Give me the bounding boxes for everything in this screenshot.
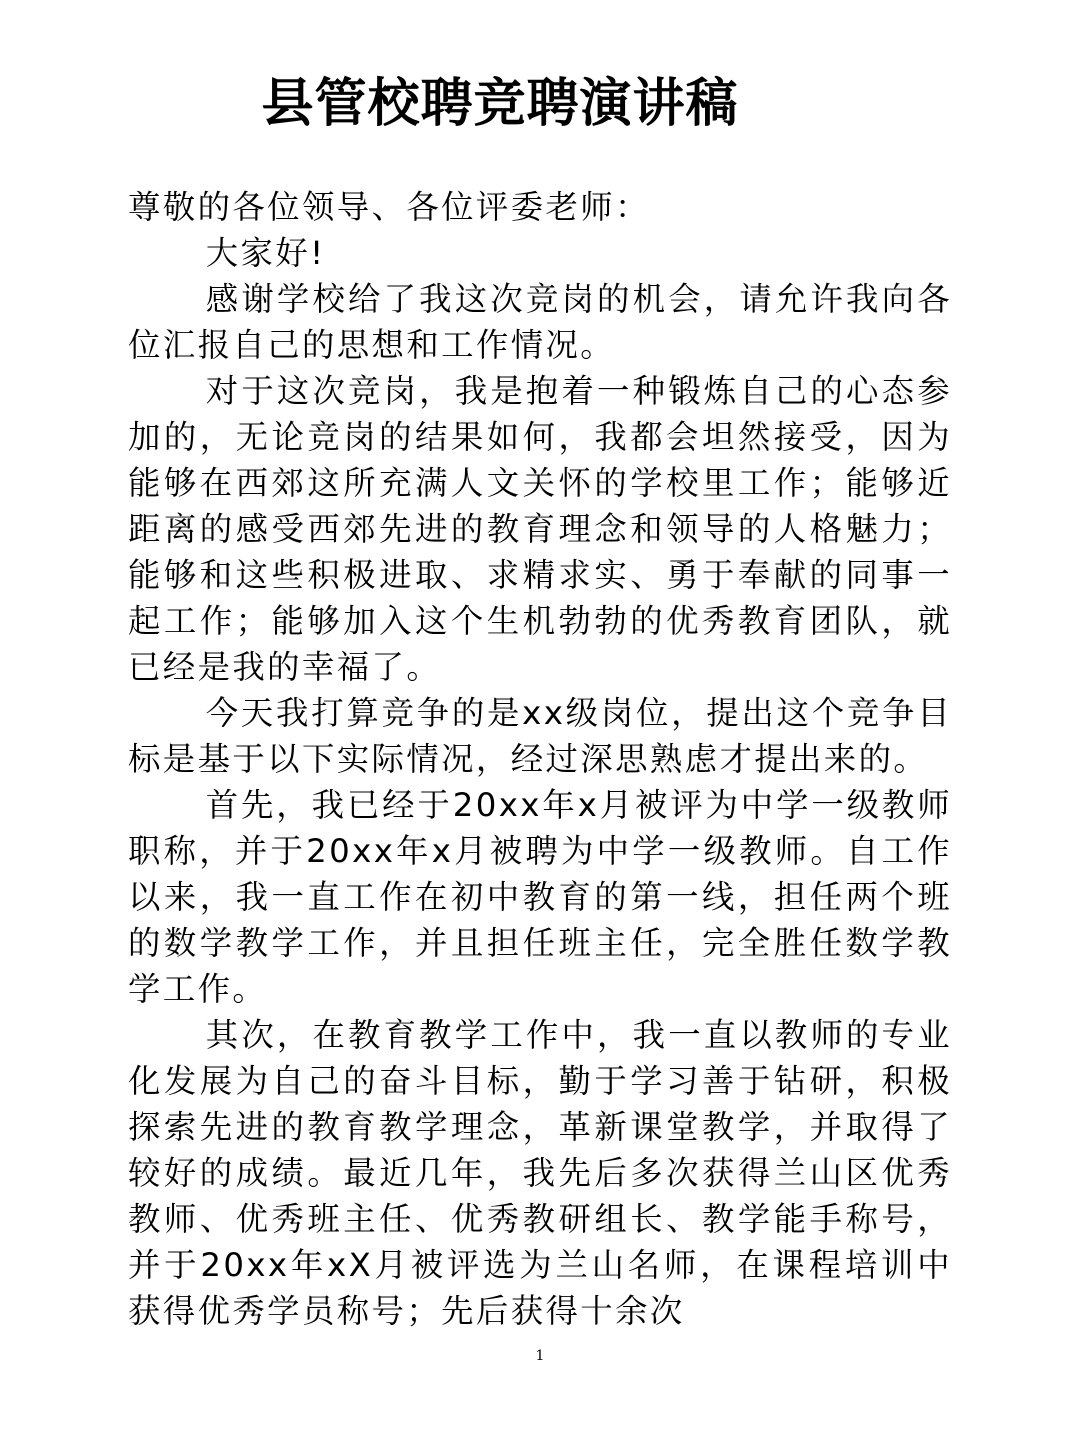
- paragraph-greeting: 大家好!: [205, 234, 326, 272]
- page-number: 1: [535, 1348, 545, 1364]
- document-body: [128, 184, 952, 1334]
- paragraph-first: 首先，我已经于20xx年x月被评为中学一级教师职称，并于20xx年x月被聘为中学一级教师。自工作以来，我一直工作在初中教育的第一线，担任两个班的数学教学工作，并且担任班主任，完全胜任数学教学工作。: [128, 786, 952, 1008]
- paragraph-second: 其次，在教育教学工作中，我一直以教师的专业化发展为自己的奋斗目标，勤于学习善于钻研，积极探索先进的教育教学理念，革新课堂教学，并取得了较好的成绩。最近几年，我先后多次获得兰山区优秀教师、优秀班主任、优秀教研组长、教学能手称号，并于20xx年xX月被评选为兰山名师，在课程培训中获得优秀学员称号；先后获得十余次: [128, 1016, 952, 1330]
- paragraph-thanks: 感谢学校给了我这次竞岗的机会，请允许我向各位汇报自己的思想和工作情况。: [128, 280, 952, 364]
- paragraph-attitude: 对于这次竞岗，我是抱着一种锻炼自己的心态参加的，无论竞岗的结果如何，我都会坦然接受，因为能够在西郊这所充满人文关怀的学校里工作；能够近距离的感受西郊先进的教育理念和领导的人格魅力；能够和这些积极进取、求精求实、勇于奉献的同事一起工作；能够加入这个生机勃勃的优秀教育团队，就已经是我的幸福了。: [128, 372, 952, 686]
- salutation: 尊敬的各位领导、各位评委老师：: [128, 188, 650, 226]
- page-title: 县管校聘竞聘演讲稿: [261, 73, 739, 134]
- paragraph-target: 今天我打算竞争的是xx级岗位，提出这个竞争目标是基于以下实际情况，经过深思熟虑才提出来的。: [128, 694, 952, 778]
